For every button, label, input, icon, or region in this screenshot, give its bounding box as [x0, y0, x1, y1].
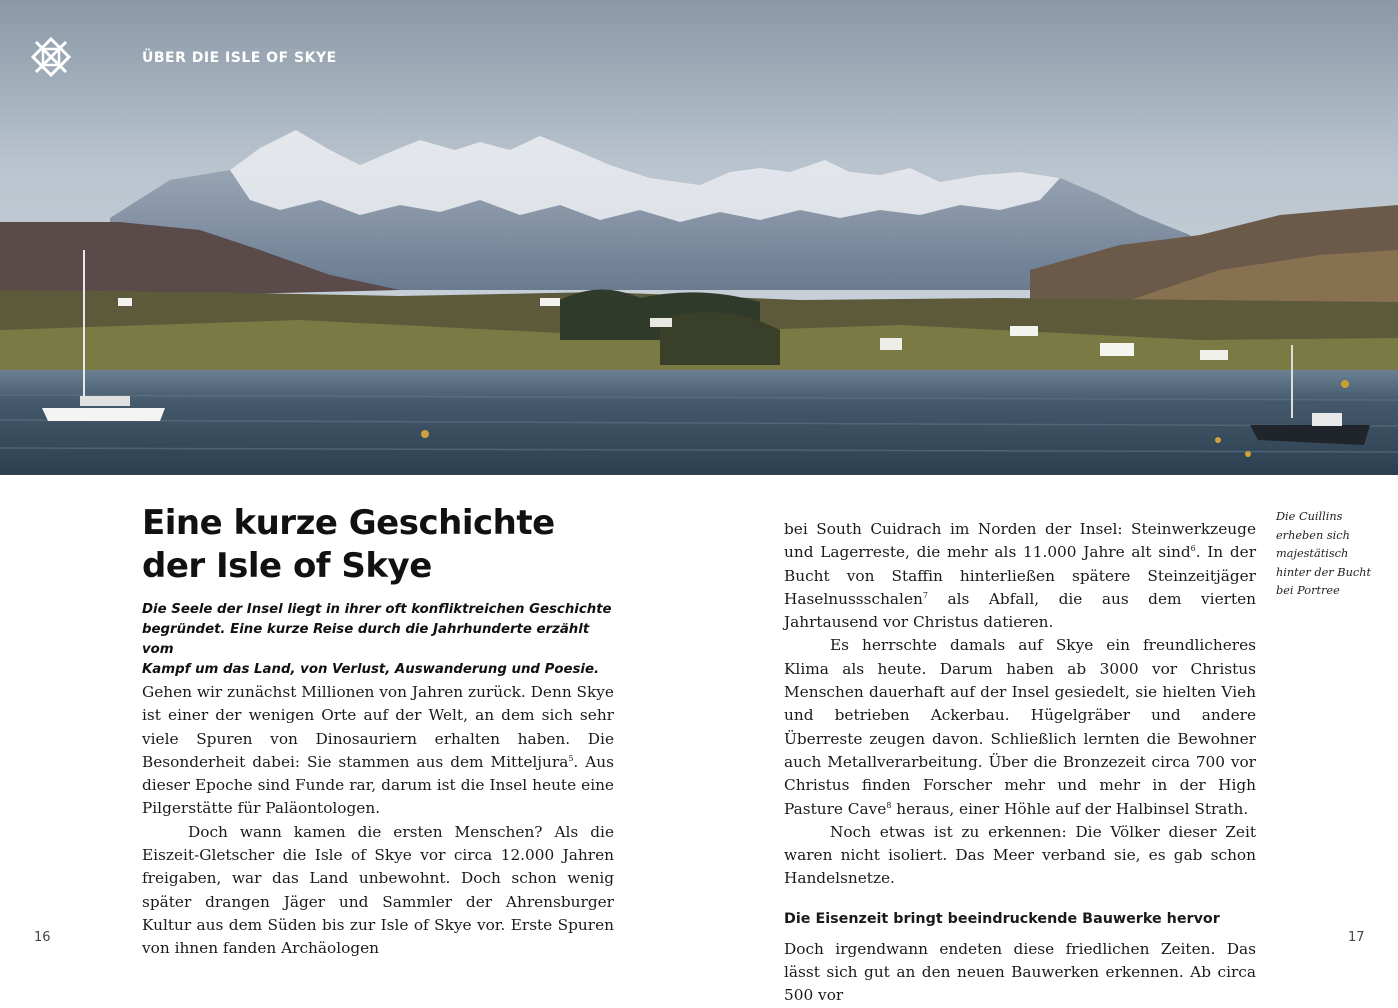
- landscape-illustration: [0, 0, 1398, 475]
- celtic-knot-icon: [30, 36, 72, 78]
- house: [118, 298, 132, 306]
- page-number-left: 16: [34, 930, 51, 945]
- text-column-left: [142, 681, 614, 961]
- buoy: [421, 430, 429, 438]
- footnote-ref: 6: [1190, 544, 1196, 554]
- body-paragraph: bei South Cuidrach im Norden der Insel: Steinwerkzeuge und Lagerreste, die mehr als 11.000 Jahre alt sind$^6$. In der Bucht von Staffin hinterließen spätere Steinzeitjäger Haselnussschalen$^7$ als Abfall, die aus dem vierten Jahrtausend vor Christus datieren.: [784, 520, 1257, 632]
- body-paragraph: Es herrschte damals auf Skye ein freundlicheres Klima als heute. Darum haben ab 3000 vor Christus Menschen dauerhaft auf der Insel gesiedelt, sie hielten Vieh und betrieben Ackerbau. Hügelgräber und andere Überreste zeugen davon. Schließlich lernten die Bewohner auch Metallverarbeitung. Über die Bronzezeit circa 700 vor Christus finden Forscher mehr und mehr in der High Pasture Cave$^8$ heraus, einer Höhle auf der Halbinsel Strath.: [784, 636, 1256, 818]
- hero-photo: [0, 0, 1398, 475]
- text-column-right: [784, 518, 1256, 1008]
- photo-caption: Die Cuillins erheben sich majestätisch hinter der Bucht bei Portree: [1276, 510, 1372, 597]
- section-heading: Die Eisenzeit bringt beeindruckende Bauwerke hervor: [784, 910, 1220, 927]
- running-head: ÜBER DIE ISLE OF SKYE: [142, 50, 337, 66]
- body-paragraph: Noch etwas ist zu erkennen: Die Völker dieser Zeit waren nicht isoliert. Das Meer verband sie, es gab schon Handelsnetze.: [784, 822, 1256, 888]
- body-paragraph: Gehen wir zunächst Millionen von Jahren zurück. Denn Skye ist einer der wenigen Orte auf der Welt, an dem sich sehr viele Spuren von Dinosauriern erhalten haben. Die Besonderheit dabei: Sie stammen aus dem Mitteljura$^5$. Aus dieser Epoche sind Funde rar, darum ist die Insel heute eine Pilgerstätte für Paläontologen.: [142, 683, 614, 818]
- title-line: Eine kurze Geschichte: [142, 503, 555, 543]
- footnote-ref: 8: [886, 800, 892, 810]
- lead-paragraph: Die Seele der Insel liegt in ihrer oft konfliktreichen Geschichte begründet. Eine kurze Reise durch die Jahrhunderte erzählt vom Kampf um das Land, von Verlust, Auswanderung und Poesie.: [142, 602, 612, 677]
- title-line: der Isle of Skye: [142, 546, 432, 586]
- body-paragraph: Doch irgendwann endeten diese friedlichen Zeiten. Das lässt sich gut an den neuen Bauwerken erkennen. Ab circa 500 vor: [784, 939, 1256, 1005]
- page-title: [142, 502, 555, 588]
- footnote-ref: 7: [922, 590, 928, 600]
- celtic-knot-logo: [30, 36, 72, 78]
- page-number-right: 17: [1348, 930, 1365, 945]
- footnote-ref: 5: [568, 753, 574, 763]
- body-paragraph: Doch wann kamen die ersten Menschen? Als die Eiszeit-Gletscher die Isle of Skye vor circa 12.000 Jahren freigaben, war das Land unbewohnt. Doch schon wenig später drangen Jäger und Sammler der Ahrensburger Kultur aus dem Süden bis zur Isle of Skye vor. Erste Spuren von ihnen fanden Archäologen: [142, 822, 614, 958]
